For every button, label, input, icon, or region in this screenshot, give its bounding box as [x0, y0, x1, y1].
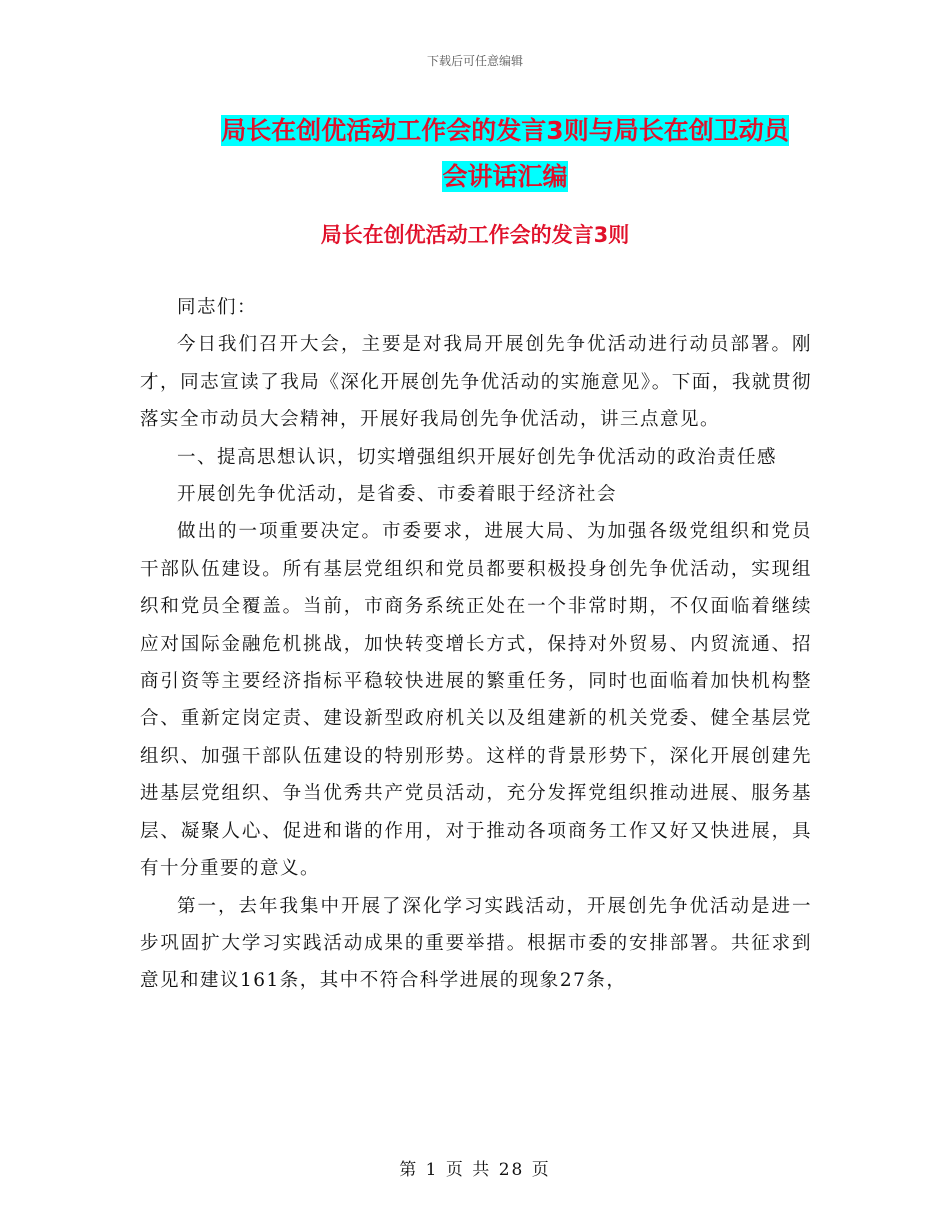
- paragraph: 今日我们召开大会，主要是对我局开展创先争优活动进行动员部署。刚才，同志宣读了我局《深化开展创先争优活动的实施意见》。下面，我就贯彻落实全市动员大会精神，开展好我局创先争优活动，讲三点意见。: [140, 334, 812, 431]
- document-title-line1: 局长在创优活动工作会的发言3则与局长在创卫动员: [221, 116, 789, 145]
- paragraph: 第一，去年我集中开展了深化学习实践活动，开展创先争优活动是进一步巩固扩大学习实践活动成果的重要举措。根据市委的安排部署。共征求到意见和建议161条，其中不符合科学进展的现象27条，: [140, 895, 812, 992]
- header-note: 下载后可任意编辑: [426, 54, 523, 68]
- document-body: [140, 289, 812, 1000]
- document-title: [120, 108, 890, 200]
- paragraph: 开展创先争优活动，是省委、市委着眼于经济社会: [177, 484, 618, 506]
- document-title-line2: 会讲话汇编: [442, 162, 568, 191]
- section-title: 局长在创优活动工作会的发言3则: [320, 223, 630, 247]
- paragraph: 做出的一项重要决定。市委要求，进展大局、为加强各级党组织和党员干部队伍建设。所有基层党组织和党员都要积极投身创先争优活动，实现组织和党员全覆盖。当前，市商务系统正处在一个非常时期，不仅面临着继续应对国际金融危机挑战，加快转变增长方式，保持对外贸易、内贸流通、招商引资等主要经济指标平稳较快进展的繁重任务，同时也面临着加快机构整合、重新定岗定责、建设新型政府机关以及组建新的机关党委、健全基层党组织、加强干部队伍建设的特别形势。这样的背景形势下，深化开展创建先进基层党组织、争当优秀共产党员活动，充分发挥党组织推动进展、服务基层、凝聚人心、促进和谐的作用，对于推动各项商务工作又好又快进展，具有十分重要的意义。: [140, 521, 812, 880]
- paragraph-salutation: 同志们：: [177, 297, 258, 318]
- page-number: 第 1 页 共 28 页: [399, 1160, 551, 1180]
- paragraph-heading-one: 一、提高思想认识，切实增强组织开展好创先争优活动的政治责任感: [177, 446, 778, 468]
